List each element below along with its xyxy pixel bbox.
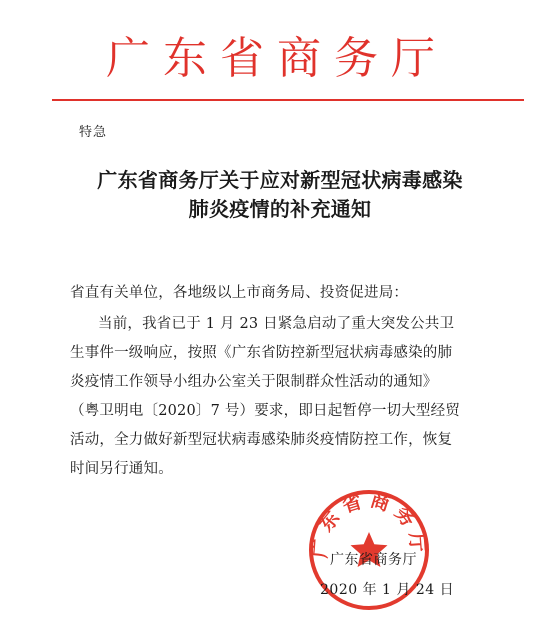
document-title-line-1: 广东省商务厅关于应对新型冠状病毒感染 (97, 168, 463, 192)
urgency-label: 特急 (79, 125, 108, 140)
body-paragraph (70, 310, 508, 484)
document-title-line-2: 肺炎疫情的补充通知 (188, 197, 372, 221)
body-line-6: 时间另行通知。 (70, 461, 173, 477)
body-line-2: 生事件一级响应，按照《广东省防控新型冠状病毒感染的肺 (70, 345, 453, 361)
salutation: 省直有关单位，各地级以上市商务局、投资促进局： (70, 285, 409, 301)
body-line-4: （粤卫明电〔2020〕7 号）要求，即日起暂停一切大型经贸 (70, 403, 461, 419)
body-line-3: 炎疫情工作领导小组办公室关于限制群众性活动的通知》 (70, 374, 438, 390)
signature-org: 广东省商务厅 (330, 552, 417, 568)
issue-date: 2020 年 1 月 24 日 (320, 582, 455, 598)
document-title (60, 166, 500, 224)
letterhead-org-name: 广东省商务厅 (106, 33, 448, 84)
body-line-1: 当前，我省已于 1 月 23 日紧急启动了重大突发公共卫 (98, 316, 455, 332)
body-line-5: 活动，全力做好新型冠状病毒感染肺炎疫情防控工作，恢复 (70, 432, 453, 448)
letterhead-red-rule (52, 99, 524, 101)
seal-text: 广东省商务厅 (309, 489, 429, 559)
